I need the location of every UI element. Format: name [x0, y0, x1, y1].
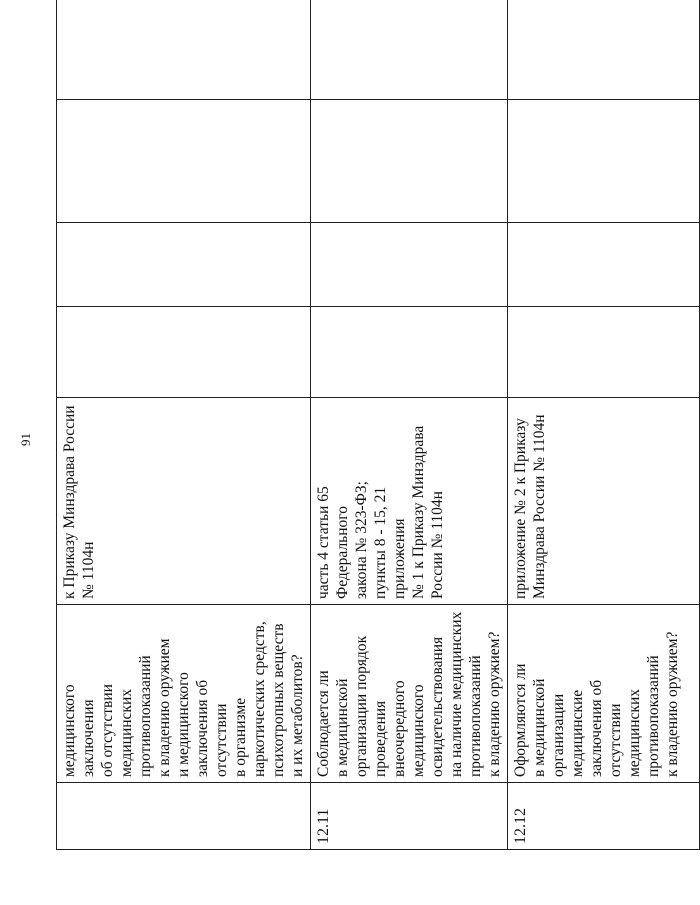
answer-cell-yes: [508, 307, 700, 398]
answer-cell-na: [508, 100, 700, 223]
answer-cell-na: [311, 100, 508, 223]
reference-cell: часть 4 статьи 65 Федерального закона № 323-ФЗ; пункты 8 - 15, 21 приложения № 1 к Приказу Минздрава России № 1104н: [311, 398, 508, 605]
notes-cell: [311, 0, 508, 100]
item-number: 12.11: [311, 783, 508, 850]
checklist-table: [56, 0, 700, 850]
answer-cell-yes: [57, 307, 311, 398]
table-row: [57, 0, 311, 850]
answer-cell-no: [57, 223, 311, 307]
question-cell: медицинского заключения об отсутствии медицинских противопоказаний к владению оружием и медицинского заключения об отсутствии в организме наркотических средств, психотропных веществ и их метаболитов?: [57, 605, 311, 783]
page-number: 91: [18, 433, 33, 446]
reference-cell: приложение № 2 к Приказу Минздрава России № 1104н: [508, 398, 700, 605]
answer-cell-na: [57, 100, 311, 223]
question-cell: Оформляются ли в медицинской организации медицинские заключения об отсутствии медицинских противопоказаний к владению оружием?: [508, 605, 700, 783]
notes-cell: [508, 0, 700, 100]
reference-cell: к Приказу Минздрава России № 1104н: [57, 398, 311, 605]
table-row: [508, 0, 700, 850]
answer-cell-no: [508, 223, 700, 307]
item-number: [57, 783, 311, 850]
notes-cell: [57, 0, 311, 100]
table-row: [311, 0, 508, 850]
answer-cell-yes: [311, 307, 508, 398]
answer-cell-no: [311, 223, 508, 307]
checklist-table-rotated: [56, 5, 681, 850]
item-number: 12.12: [508, 783, 700, 850]
question-cell: Соблюдается ли в медицинской организации порядок проведения внеочередного медицинского освидетельствования на наличие медицинских противопоказаний к владению оружием?: [311, 605, 508, 783]
